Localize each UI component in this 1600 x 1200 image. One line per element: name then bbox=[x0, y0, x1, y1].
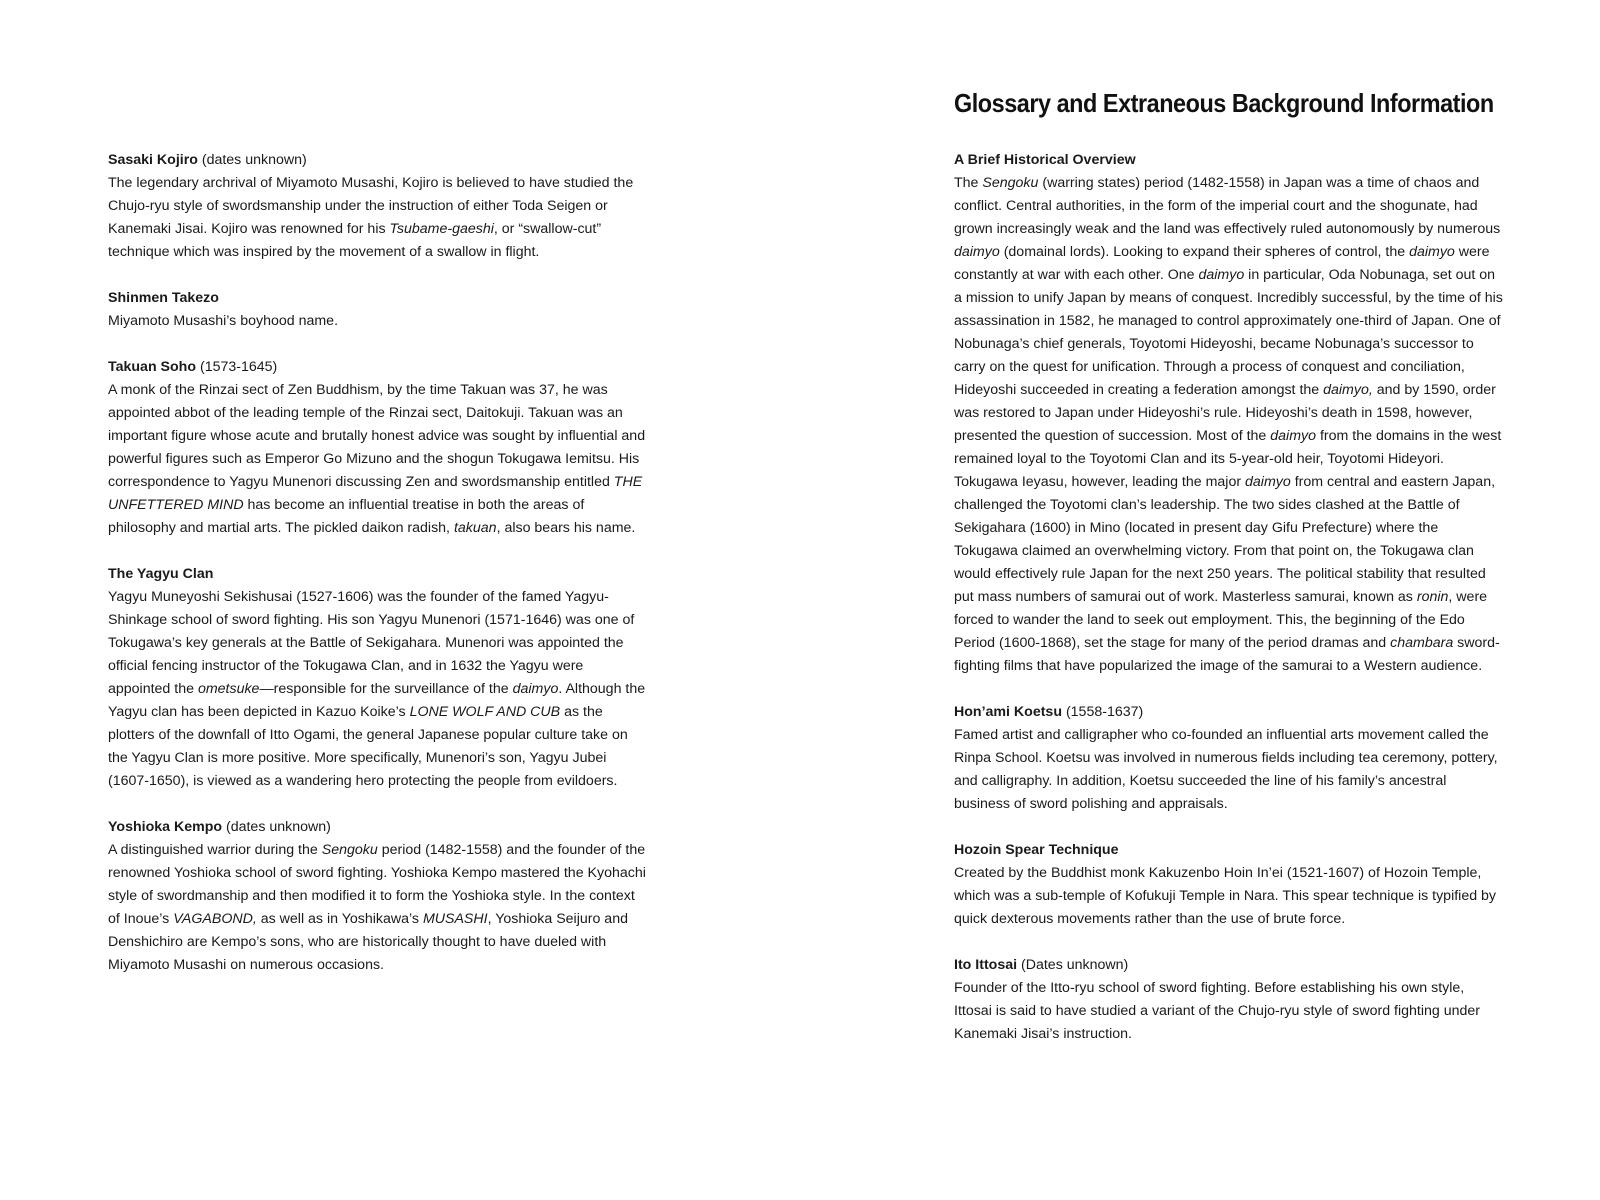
entry-heading bbox=[108, 149, 648, 172]
body-text: period (1482-1558) and the founder of the renowned Yoshioka school of sword fighting. Yoshioka Kempo mastered the Kyohachi style of swordmanship and then modified it to form the Yoshioka style. In the context of Inoue’s bbox=[108, 842, 646, 927]
glossary-entry bbox=[108, 356, 648, 540]
italic-term: LONE WOLF AND CUB bbox=[409, 704, 561, 720]
italic-term: ometsuke bbox=[197, 681, 260, 697]
entry-body bbox=[954, 172, 1504, 678]
body-text: Founder of the Itto-ryu school of sword fighting. Before establishing his own style, Ittosai is said to have studied a variant of the Chujo-ryu style of sword fighting under Kanemaki Jisai’s instruction. bbox=[954, 980, 1481, 1042]
entry-body bbox=[108, 310, 648, 333]
italic-term: daimyo bbox=[512, 681, 559, 697]
glossary-entry bbox=[954, 954, 1504, 1046]
body-text: , Yoshioka Seijuro and Denshichiro are Kempo’s sons, who are historically thought to have dueled with Miyamoto Musashi on numerous occasions. bbox=[108, 911, 628, 973]
body-text: sword-fighting films that have popularized the image of the samurai to a Western audience. bbox=[954, 635, 1500, 674]
entry-body bbox=[108, 586, 648, 793]
entry-dates: (dates unknown) bbox=[197, 152, 307, 168]
italic-term: takuan bbox=[453, 520, 497, 536]
body-text: , were forced to wander the land to seek out employment. This, the beginning of the Edo Period (1600-1868), set the stage for many of the period dramas and bbox=[954, 589, 1488, 651]
italic-term: daimyo bbox=[954, 244, 1000, 260]
italic-term: chambara bbox=[1390, 635, 1454, 651]
body-text: has become an influential treatise in both the areas of philosophy and martial arts. The pickled daikon radish, bbox=[108, 497, 585, 536]
glossary-entry bbox=[954, 701, 1504, 816]
body-text: —responsible for the surveillance of the bbox=[259, 681, 513, 697]
entry-body bbox=[108, 379, 648, 540]
entry-heading bbox=[108, 356, 648, 379]
left-glossary-entries bbox=[108, 149, 648, 1000]
entry-term: Shinmen Takezo bbox=[108, 290, 219, 306]
italic-term: daimyo bbox=[1409, 244, 1455, 260]
entry-dates: (Dates unknown) bbox=[1017, 957, 1129, 973]
body-text: in particular, Oda Nobunaga, set out on a mission to unify Japan by means of conquest. Incredibly successful, by the time of his assassination in 1582, he managed to control approximately one-third of Japan. One of Nobunaga’s chief generals, Toyotomi Hideyoshi, became Nobunaga’s successor to carry on the quest for unification. Through a process of conquest and conciliation, Hideyoshi succeeded in creating a federation amongst the bbox=[954, 267, 1503, 398]
glossary-entry bbox=[954, 149, 1504, 678]
italic-term: Sengoku bbox=[982, 175, 1039, 191]
body-text: Yagyu Muneyoshi Sekishusai (1527-1606) was the founder of the famed Yagyu-Shinkage school of sword fighting. His son Yagyu Munenori (1571-1646) was one of Tokugawa’s key generals at the Battle of Sekigahara. Munenori was appointed the official fencing instructor of the Tokugawa Clan, and in 1632 the Yagyu were appointed the bbox=[108, 589, 635, 697]
body-text: . Although the Yagyu clan has been depicted in Kazuo Koike’s bbox=[108, 681, 646, 720]
body-text: , or “swallow-cut” technique which was inspired by the movement of a swallow in flight. bbox=[108, 221, 602, 260]
entry-heading bbox=[954, 149, 1504, 172]
entry-body bbox=[108, 839, 648, 977]
italic-term: Tsubame-gaeshi bbox=[389, 221, 494, 237]
italic-term: daimyo bbox=[1198, 267, 1245, 283]
body-text: Created by the Buddhist monk Kakuzenbo Hoin In’ei (1521-1607) of Hozoin Temple, which was a sub-temple of Kofukuji Temple in Nara. This spear technique is typified by quick dexterous movements rather than the use of brute force. bbox=[954, 865, 1497, 927]
entry-term: Takuan Soho bbox=[108, 359, 197, 375]
body-text: and by 1590, order was restored to Japan under Hideyoshi’s rule. Hideyoshi’s death in 1598, however, presented the question of succession. Most of the bbox=[954, 382, 1496, 444]
body-text: , also bears his name. bbox=[496, 520, 636, 536]
body-text: as well as in Yoshikawa’s bbox=[256, 911, 423, 927]
entry-body bbox=[954, 977, 1504, 1046]
entry-heading bbox=[108, 287, 648, 310]
body-text: from central and eastern Japan, challenged the Toyotomi clan’s leadership. The two sides clashed at the Battle of Sekigahara (1600) in Mino (located in present day Gifu Prefecture) where the Tokugawa claimed an overwhelming victory. From that point on, the Tokugawa clan would effectively rule Japan for the next 250 years. The political stability that resulted put mass numbers of samurai out of work. Masterless samurai, known as bbox=[954, 474, 1496, 605]
entry-heading bbox=[954, 701, 1504, 724]
body-text: The legendary archrival of Miyamoto Musashi, Kojiro is believed to have studied the Chujo-ryu style of swordsmanship under the instruction of either Toda Seigen or Kanemaki Jisai. Kojiro was renowned for his bbox=[108, 175, 634, 237]
body-text: A distinguished warrior during the bbox=[108, 842, 322, 858]
entry-heading bbox=[954, 839, 1504, 862]
body-text: (warring states) period (1482-1558) in Japan was a time of chaos and conflict. Central authorities, in the form of the imperial court and the shogunate, had grown increasingly weak and the land was effectively ruled autonomously by numerous bbox=[954, 175, 1501, 237]
glossary-entry bbox=[108, 563, 648, 793]
entry-dates: (1558-1637) bbox=[1062, 704, 1144, 720]
body-text: Famed artist and calligrapher who co-founded an influential arts movement called the Rinpa School. Koetsu was involved in numerous fields including tea ceremony, pottery, and calligraphy. In addition, Koetsu succeeded the line of his family’s ancestral business of sword polishing and appraisals. bbox=[954, 727, 1498, 812]
entry-term: A Brief Historical Overview bbox=[954, 152, 1136, 168]
body-text: (domainal lords). Looking to expand their spheres of control, the bbox=[999, 244, 1410, 260]
entry-body bbox=[954, 862, 1504, 931]
body-text: as the plotters of the downfall of Itto Ogami, the general Japanese popular culture take on the Yagyu Clan is more positive. More specifically, Munenori’s son, Yagyu Jubei (1607-1650), is viewed as a wandering hero protecting the people from evildoers. bbox=[108, 704, 628, 789]
glossary-entry bbox=[108, 816, 648, 977]
right-glossary-entries bbox=[954, 149, 1504, 1069]
entry-term: Ito Ittosai bbox=[954, 957, 1018, 973]
body-text: The bbox=[954, 175, 983, 191]
entry-heading bbox=[954, 954, 1504, 977]
italic-term: THE UNFETTERED MIND bbox=[108, 474, 643, 513]
italic-term: daimyo, bbox=[1323, 382, 1373, 398]
glossary-entry bbox=[108, 149, 648, 264]
entry-term: Hozoin Spear Technique bbox=[954, 842, 1119, 858]
entry-body bbox=[954, 724, 1504, 816]
entry-dates: (dates unknown) bbox=[222, 819, 331, 835]
italic-term: MUSASHI bbox=[422, 911, 488, 927]
italic-term: ronin bbox=[1416, 589, 1449, 605]
italic-term: Sengoku bbox=[321, 842, 378, 858]
entry-dates: (1573-1645) bbox=[196, 359, 278, 375]
italic-term: VAGABOND, bbox=[173, 911, 257, 927]
body-text: Miyamoto Musashi’s boyhood name. bbox=[108, 313, 339, 329]
italic-term: daimyo bbox=[1270, 428, 1317, 444]
glossary-entry bbox=[954, 839, 1504, 931]
glossary-entry bbox=[108, 287, 648, 333]
entry-term: Sasaki Kojiro bbox=[108, 152, 198, 168]
entry-heading bbox=[108, 563, 648, 586]
body-text: were constantly at war with each other. One bbox=[954, 244, 1490, 283]
body-text: from the domains in the west remained loyal to the Toyotomi Clan and its 5-year-old heir, Toyotomi Hideyori. Tokugawa Ieyasu, however, leading the major bbox=[954, 428, 1502, 490]
italic-term: daimyo bbox=[1245, 474, 1291, 490]
entry-term: Hon’ami Koetsu bbox=[954, 704, 1062, 720]
entry-body bbox=[108, 172, 648, 264]
entry-term: The Yagyu Clan bbox=[108, 566, 214, 582]
entry-heading bbox=[108, 816, 648, 839]
body-text: A monk of the Rinzai sect of Zen Buddhism, by the time Takuan was 37, he was appointed abbot of the leading temple of the Rinzai sect, Daitokuji. Takuan was an important figure whose acute and brutally honest advice was sought by influential and powerful figures such as Emperor Go Mizuno and the shogun Tokugawa Iemitsu. His correspondence to Yagyu Munenori discussing Zen and swordsmanship entitled bbox=[108, 382, 646, 490]
page-title: Glossary and Extraneous Background Information bbox=[954, 88, 1494, 118]
entry-term: Yoshioka Kempo bbox=[108, 819, 223, 835]
